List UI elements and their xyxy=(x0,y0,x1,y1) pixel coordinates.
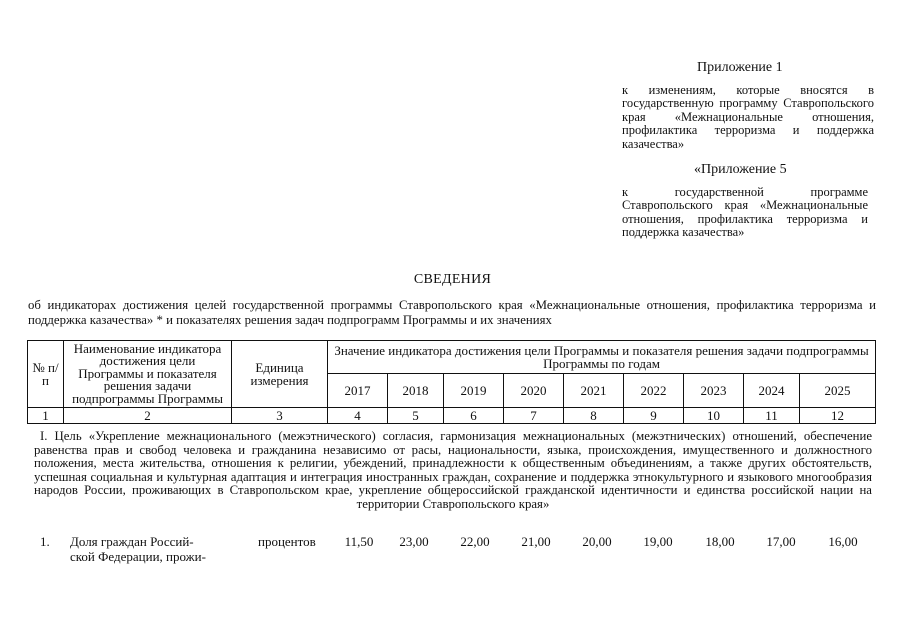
appendix1-text: к изменениям, которые вносятся в государственную программу Ставропольского края «Межнациональные отношения, профилактика терроризма и поддержка казачества» xyxy=(622,83,874,151)
indicators-table xyxy=(27,340,876,424)
appendix5-title: «Приложение 5 xyxy=(694,162,787,177)
header-year: 2022 xyxy=(624,374,684,408)
section-1-goal: I. Цель «Укрепление межнационального (межэтнического) согласия, гармонизация межнациональных (межэтнических) отношений, обеспечение равенства прав и свобод человека и гражданина независимо от расы, национальности, языка, происхождения, имущественного и должностного положения, места жительства, отношения к религии, убеждений, принадлежности к общественным объединениям, а также других обстоятельств, успешная социальная и культурная адаптация и интеграция иностранных граждан, сохранение и поддержка этнокультурного и языкового многообразия народов России, проживающих в Ставропольском крае, укрепление общероссийской гражданской идентичности и единства российской нации на территории Ставропольского края» xyxy=(34,429,872,511)
header-year: 2020 xyxy=(504,374,564,408)
row1-unit: процентов xyxy=(258,534,316,549)
header-year: 2018 xyxy=(388,374,444,408)
index-cell: 12 xyxy=(800,408,876,424)
row1-value: 11,50 xyxy=(344,534,374,549)
header-name: Наименование индикатора достижения цели Программы и показателя решения задачи подпрограммы Программы xyxy=(64,341,232,408)
row1-name xyxy=(70,534,206,564)
index-cell: 6 xyxy=(444,408,504,424)
header-year: 2025 xyxy=(800,374,876,408)
header-year: 2017 xyxy=(328,374,388,408)
row1-value: 23,00 xyxy=(399,534,429,549)
index-cell: 2 xyxy=(64,408,232,424)
header-year: 2021 xyxy=(564,374,624,408)
index-cell: 11 xyxy=(744,408,800,424)
index-cell: 5 xyxy=(388,408,444,424)
index-cell: 3 xyxy=(232,408,328,424)
index-cell: 10 xyxy=(684,408,744,424)
row1-value: 18,00 xyxy=(705,534,735,549)
header-num: № п/п xyxy=(28,341,64,408)
row1-name-line1: Доля граждан Россий- xyxy=(70,534,194,549)
row1-value: 22,00 xyxy=(460,534,490,549)
header-year: 2024 xyxy=(744,374,800,408)
header-values: Значение индикатора достижения цели Программы и показателя решения задачи подпрограммы Программы по годам xyxy=(328,341,876,374)
header-year: 2023 xyxy=(684,374,744,408)
row1-value: 17,00 xyxy=(766,534,796,549)
index-cell: 9 xyxy=(624,408,684,424)
appendix5-text: к государственной программе Ставропольского края «Межнациональные отношения, профилактика терроризма и поддержка казачества» xyxy=(622,185,868,240)
appendix1-title: Приложение 1 xyxy=(697,60,783,75)
document-subtitle: об индикаторах достижения целей государственной программы Ставропольского края «Межнациональные отношения, профилактика терроризма и поддержка казачества» * и показателях решения задач подпрограмм Программы и их значениях xyxy=(28,298,876,327)
index-cell: 1 xyxy=(28,408,64,424)
row1-num: 1. xyxy=(40,534,50,549)
row1-value: 20,00 xyxy=(582,534,612,549)
row1-value: 16,00 xyxy=(828,534,858,549)
index-cell: 4 xyxy=(328,408,388,424)
header-year: 2019 xyxy=(444,374,504,408)
row1-value: 21,00 xyxy=(521,534,551,549)
document-title: СВЕДЕНИЯ xyxy=(413,272,492,287)
header-unit: Единица измерения xyxy=(232,341,328,408)
row1-name-line2: ской Федерации, прожи- xyxy=(70,549,206,564)
row1-value: 19,00 xyxy=(643,534,673,549)
index-cell: 8 xyxy=(564,408,624,424)
index-cell: 7 xyxy=(504,408,564,424)
